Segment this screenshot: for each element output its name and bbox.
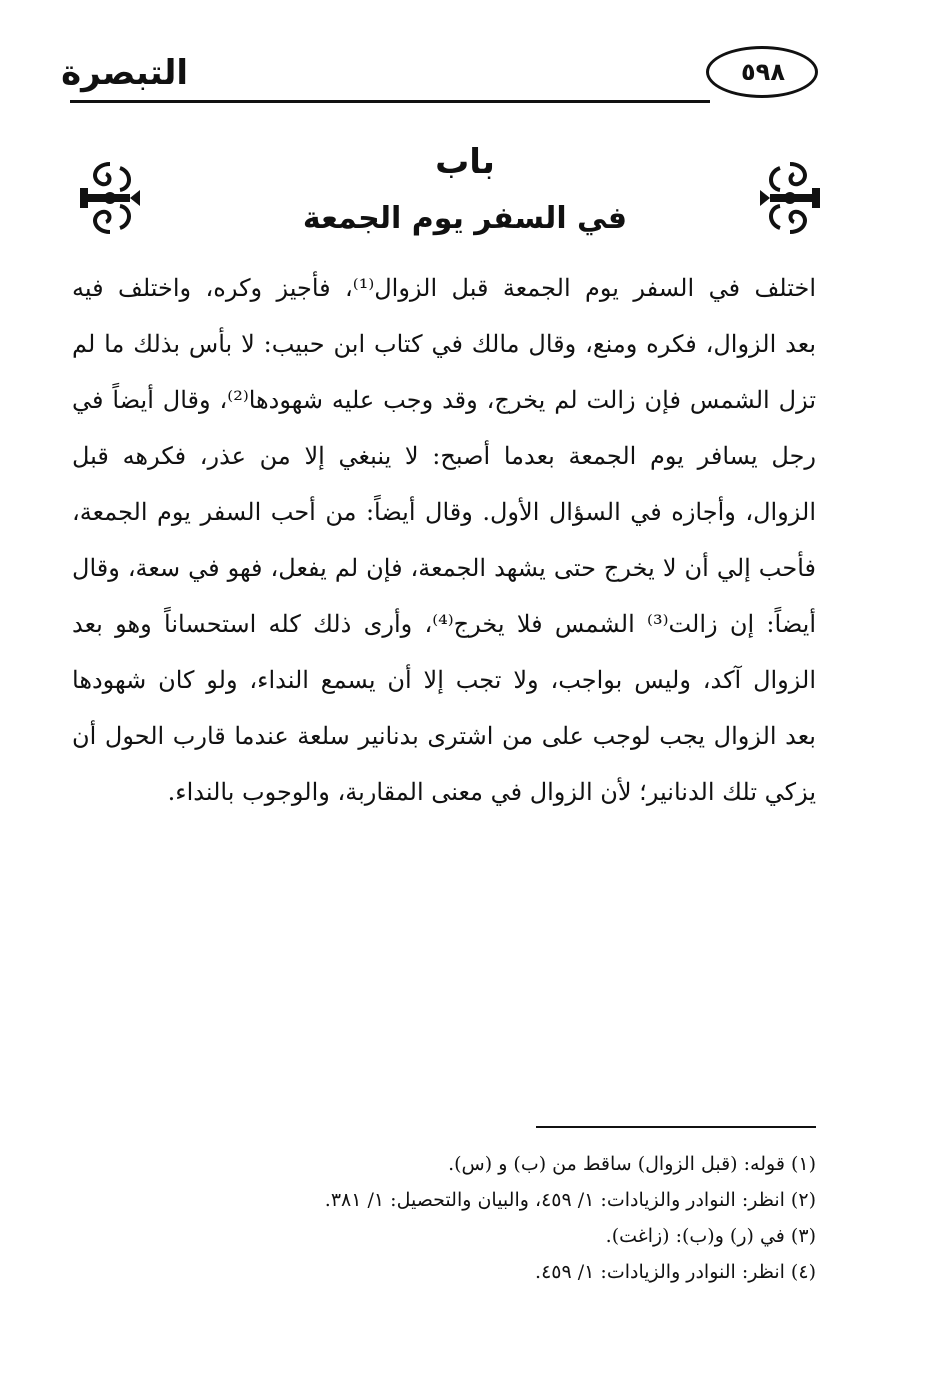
body-text [72,260,816,820]
body-line: اختلف في السفر يوم الجمعة قبل الزوال⁽¹⁾، فأجيز وكره، واختلف فيه [72,274,816,302]
footnote: (٢) انظر: النوادر والزيادات: ١/ ٤٥٩، والبيان والتحصيل: ١/ ٣٨١. [324,1189,816,1211]
chapter-title: باب [435,142,495,182]
body-line: تزل الشمس فإن زالت لم يخرج، وقد وجب عليه شهودها⁽²⁾، وقال أيضاً في [72,386,816,414]
body-line: الزوال آكد، وليس بواجب، ولا تجب إلا أن يسمع النداء، ولو كان شهودها [72,666,816,694]
page-number: ٥٩٨ [741,58,785,86]
body-line: بعد الزوال، فكره ومنع، وقال مالك في كتاب ابن حبيب: لا بأس بذلك ما لم [72,330,816,358]
footnote: (٤) انظر: النوادر والزيادات: ١/ ٤٥٩. [535,1261,816,1283]
running-title: التبصرة [61,53,188,93]
body-line: أيضاً: إن زالت⁽³⁾ الشمس فلا يخرج⁽⁴⁾، وأرى ذلك كله استحساناً وهو بعد [72,610,816,638]
footnotes [72,1146,816,1290]
body-line: يزكي تلك الدنانير؛ لأن الزوال في معنى المقاربة، والوجوب بالنداء. [167,778,816,806]
body-line: الزوال، وأجازه في السؤال الأول. وقال أيضاً: من أحب السفر يوم الجمعة، [72,498,816,526]
body-line: بعد الزوال يجب لوجب على من اشترى بدنانير سلعة عندما قارب الحول أن [72,722,816,750]
footnote: (٣) في (ر) و(ب): (زاغت). [605,1225,816,1247]
footnote-rule [536,1126,816,1128]
header-rule [70,100,710,103]
body-line: فأحب إلي أن لا يخرج حتى يشهد الجمعة، فإن لم يفعل، فهو في سعة، وقال [72,554,816,582]
floral-ornament-icon [760,158,820,238]
footnote: (١) قوله: (قبل الزوال) ساقط من (ب) و (س). [448,1153,816,1175]
chapter-subtitle: في السفر يوم الجمعة [302,201,628,236]
floral-ornament-icon [80,158,140,238]
body-line: رجل يسافر يوم الجمعة بعدما أصبح: لا ينبغي إلا من عذر، فكرهه قبل [72,442,816,470]
